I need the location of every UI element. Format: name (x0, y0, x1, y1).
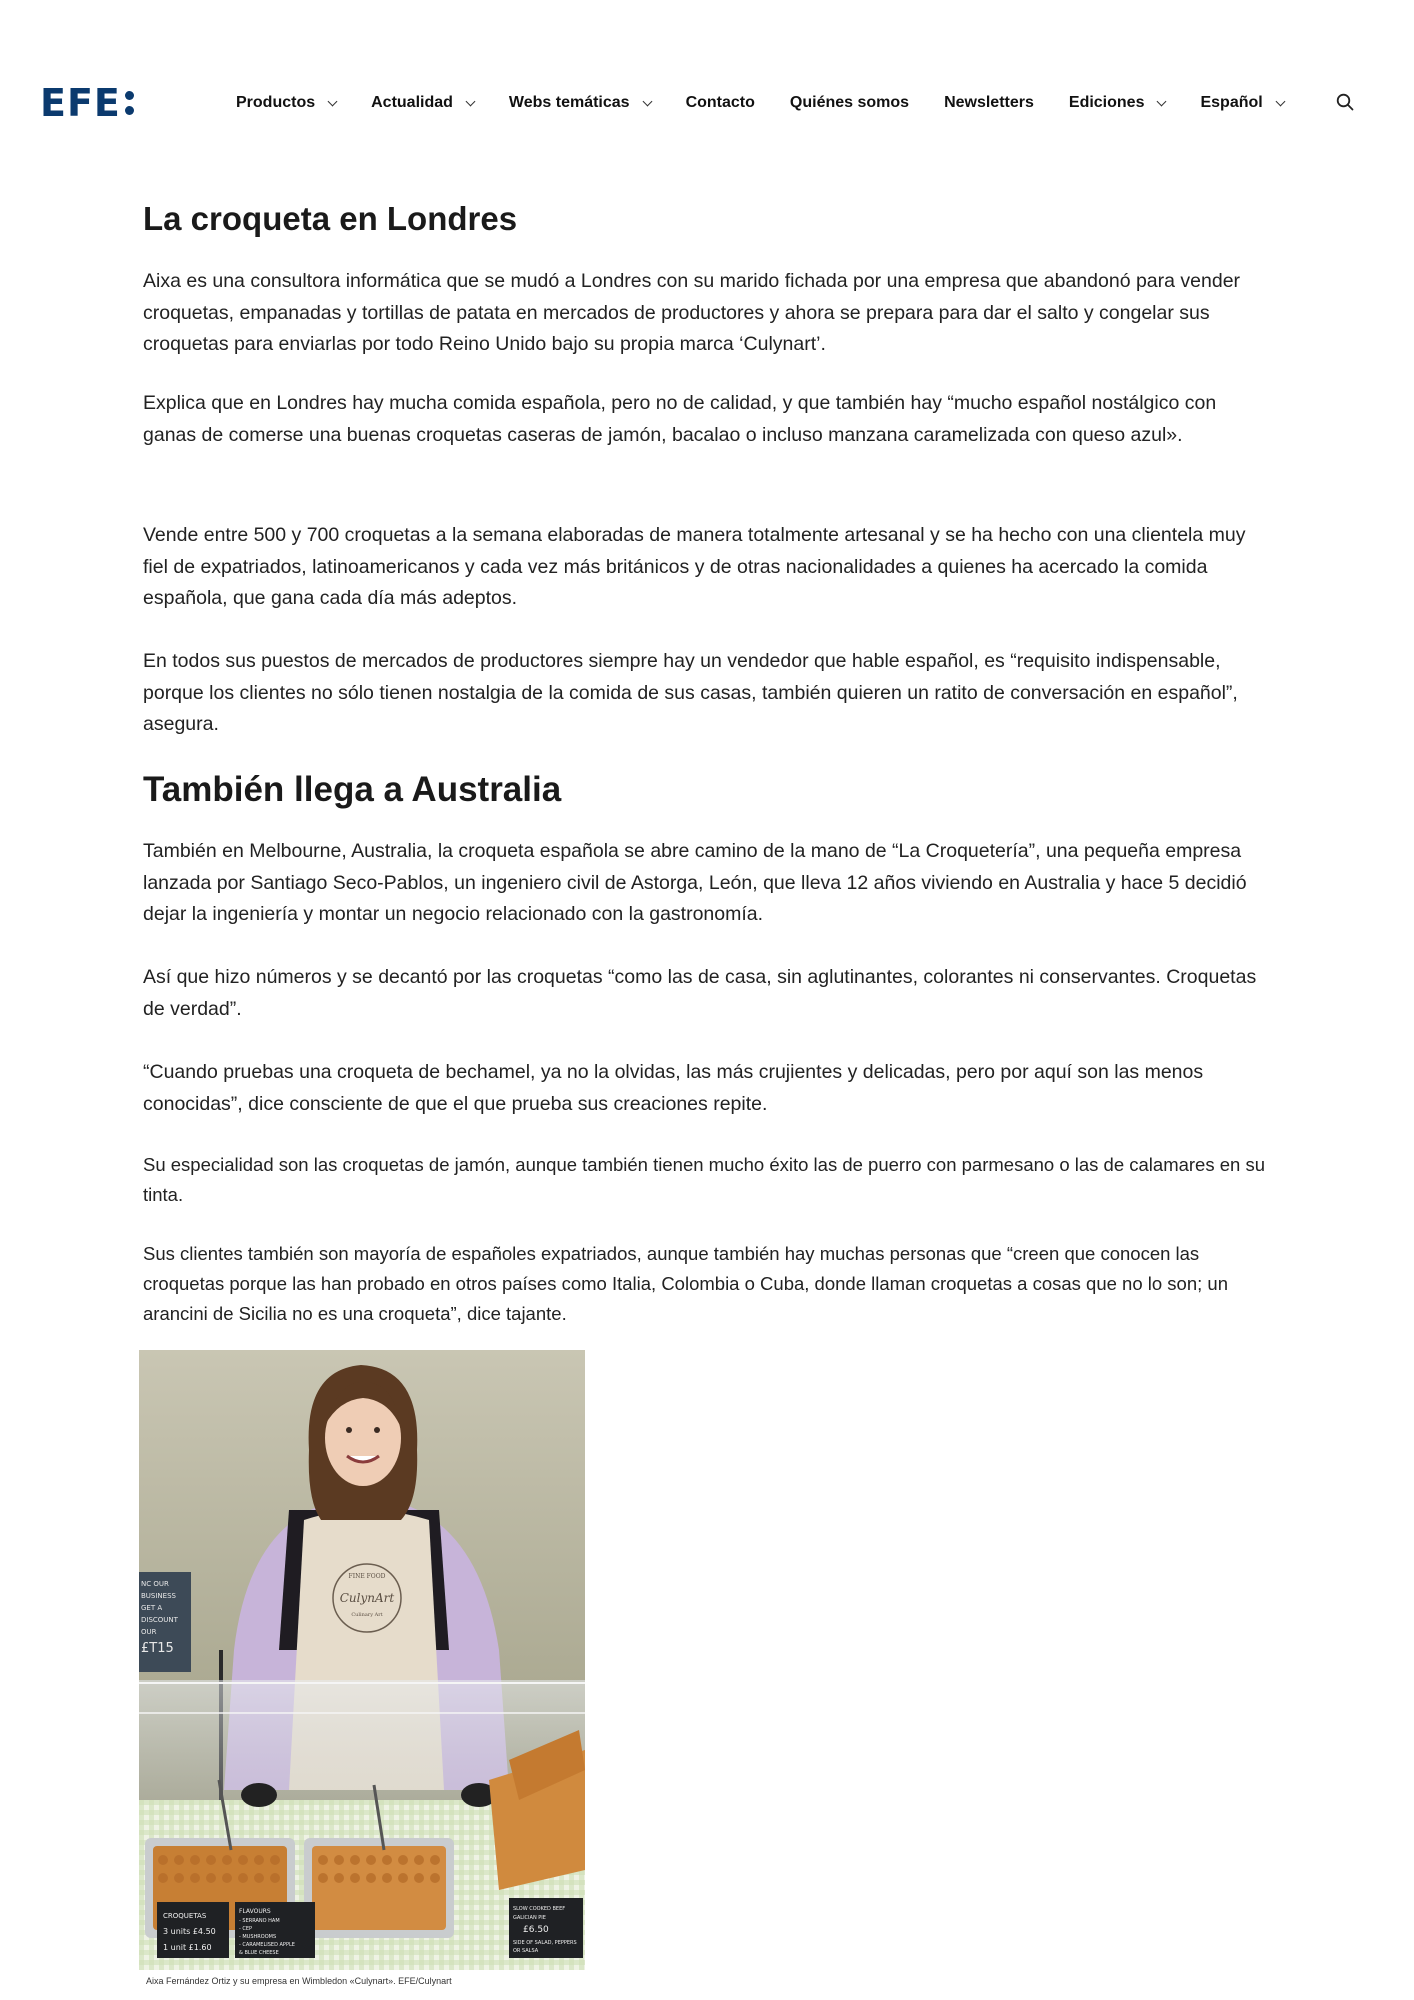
nav-productos[interactable] (236, 94, 336, 112)
board-line: 1 unit £1.60 (163, 1943, 212, 1952)
board-line: - SERRANO HAM (239, 1918, 280, 1924)
board-line: 3 units £4.50 (163, 1927, 216, 1936)
sign-line: BUSINESS (141, 1592, 176, 1600)
chevron-down-icon (328, 96, 338, 106)
apron-line: Culinary Art (351, 1612, 383, 1618)
apron-line: CulynArt (339, 1591, 395, 1605)
sign-line: GET A (141, 1604, 163, 1612)
board-line: & BLUE CHEESE (239, 1950, 279, 1956)
board-line: - CARAMELISED APPLE (239, 1942, 295, 1948)
nav-webs-tematicas[interactable] (509, 94, 651, 112)
paragraph: Su especialidad son las croquetas de jamón, aunque también tienen mucho éxito las de puerro con parmesano o las de calamares en su tinta. (143, 1154, 1265, 1205)
paragraph: Sus clientes también son mayoría de españoles expatriados, aunque también hay muchas personas que “creen que conocen las croquetas porque las han probado en otros países como Italia, Colombia o Cuba, donde llaman croquetas a cosas que no lo son; un arancini de Sicilia no es una croqueta”, dice tajante. (143, 1243, 1228, 1324)
board-line: CROQUETAS (163, 1912, 207, 1920)
board-line: FLAVOURS (239, 1908, 271, 1915)
nav-ediciones[interactable] (1069, 94, 1166, 112)
sign-line: £T15 (141, 1641, 174, 1656)
chevron-down-icon (642, 96, 652, 106)
search-icon[interactable] (1336, 93, 1354, 111)
sign-line: DISCOUNT (141, 1616, 178, 1624)
article-photo (139, 1350, 585, 1970)
paragraph: En todos sus puestos de mercados de productores siempre hay un vendedor que hable español, es “requisito indispensable, porque los clientes no sólo tienen nostalgia de la comida de sus casas, también quieren un ratito de conversación en español”, asegura. (143, 650, 1238, 735)
board-line: SLOW COOKED BEEF (513, 1906, 566, 1912)
sign-left (141, 1580, 179, 1656)
nav-label: Ediciones (1068, 94, 1145, 111)
heading-australia: También llega a Australia (143, 770, 562, 809)
nav-actualidad[interactable] (371, 94, 474, 112)
nav-newsletters[interactable] (944, 94, 1034, 112)
nav-label: Productos (236, 94, 316, 111)
nav-label: Newsletters (944, 94, 1034, 111)
chevron-down-icon (465, 96, 475, 106)
nav-quienes-somos[interactable] (790, 94, 909, 112)
nav-label: Contacto (685, 94, 755, 111)
sign-line: NC OUR (141, 1580, 169, 1588)
board-line: £6.50 (523, 1925, 549, 1935)
chevron-down-icon (1275, 96, 1285, 106)
site-header (0, 0, 1414, 205)
board-line: - CEP (239, 1926, 253, 1932)
board-line: OR SALSA (513, 1948, 539, 1954)
nav-label: Webs temáticas (508, 94, 630, 111)
nav-espanol[interactable] (1200, 94, 1283, 112)
nav-label: Español (1200, 94, 1263, 111)
nav-label: Actualidad (371, 94, 453, 111)
paragraph: También en Melbourne, Australia, la croqueta española se abre camino de la mano de “La Croquetería”, una pequeña empresa lanzada por Santiago Seco-Pablos, un ingeniero civil de Astorga, León, que lleva 12 años viviendo en Australia y hace 5 decidió dejar la ingeniería y montar un negocio relacionado con la gastronomía. (143, 840, 1247, 925)
nav-contacto[interactable] (686, 94, 755, 112)
paragraph: Así que hizo números y se decantó por las croquetas “como las de casa, sin aglutinantes, colorantes ni conservantes. Croquetas de verdad”. (143, 966, 1257, 1020)
chevron-down-icon (1157, 96, 1167, 106)
board-line: SIDE OF SALAD, PEPPERS (513, 1940, 577, 1946)
paragraph: “Cuando pruebas una croqueta de bechamel, ya no la olvidas, las más crujientes y delicadas, pero por aquí son las menos conocidas”, dice consciente de que el que prueba sus creaciones repite. (143, 1061, 1204, 1115)
logo-dots (125, 91, 134, 115)
sign-line: OUR (141, 1628, 157, 1636)
nav-label: Quiénes somos (789, 94, 910, 111)
board-line: - MUSHROOMS (239, 1934, 277, 1940)
board-line: GALICIAN PIE (513, 1915, 546, 1921)
photo-caption: Aixa Fernández Ortiz y su empresa en Wimbledon «Culynart». EFE/Culynart (146, 1976, 452, 1986)
paragraph: Explica que en Londres hay mucha comida española, pero no de calidad, y que también hay “mucho español nostálgico con ganas de comerse una buenas croquetas caseras de jamón, bacalao o incluso manzana caramelizada con queso azul». (143, 392, 1217, 446)
apron-line: FINE FOOD (348, 1573, 386, 1580)
paragraph: Vende entre 500 y 700 croquetas a la semana elaboradas de manera totalmente artesanal y se ha hecho con una clientela muy fiel de expatriados, latinoamericanos y cada vez más británicos y de otras nacionalidades a quienes ha acercado la comida española, que gana cada día más adeptos. (143, 524, 1246, 609)
efe-logo[interactable] (40, 81, 134, 125)
heading-londres: La croqueta en Londres (143, 200, 518, 237)
logo-text: EFE (40, 81, 121, 125)
main-nav (236, 90, 1319, 116)
paragraph: Aixa es una consultora informática que se mudó a Londres con su marido fichada por una empresa que abandonó para vender croquetas, empanadas y tortillas de patata en mercados de productores y ahora se prepara para dar el salto y congelar sus croquetas para enviarlas por todo Reino Unido bajo su propia marca ‘Culynart’. (143, 270, 1241, 355)
